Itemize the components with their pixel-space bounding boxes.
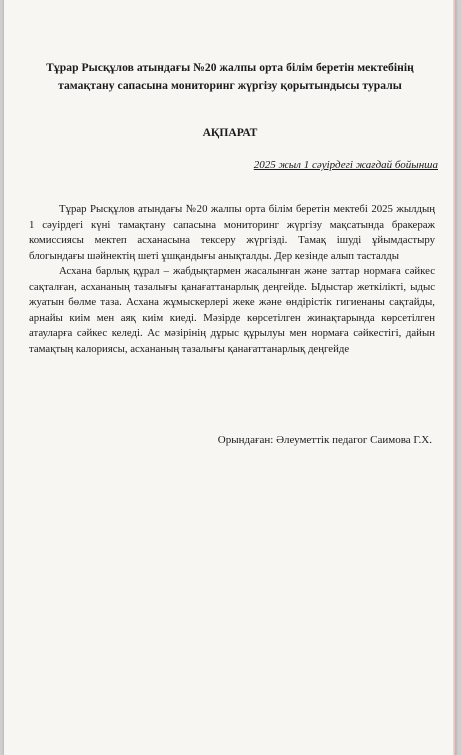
signature-line: Орындаған: Әлеуметтік педагог Саимова Г.Х. (217, 434, 432, 446)
dateline: 2025 жыл 1 сәуірдегі жағдай бойынша (253, 159, 438, 171)
document-page (4, 0, 456, 755)
document-title: Тұрар Рысқұлов атындағы №20 жалпы орта білім беретін мектебінің тамақтану сапасына мониторинг жүргізу қорытындысы туралы (46, 61, 414, 92)
page-edge-mark (453, 0, 456, 755)
paragraph: Тұрар Рысқұлов атындағы №20 жалпы орта білім беретін мектебі 2025 жылдың 1 сәуірдегі күні тамақтану сапасына мониторинг жүргізу мақсатында бракераж комиссиясы мектеп асханасына тексеру жүргізді. Тамақ ішуді ұйымдастыру блогындағы шәйнектің шеті ұшқандығы анықталды. Дер кезінде алып тасталды (29, 203, 435, 262)
document-body (29, 202, 435, 357)
paragraph: Асхана барлық құрал – жабдықтармен жасалынған және заттар нормаға сәйкес сақталған, асхананың тазалығы қанағаттанарлық деңгейде. Ыдыстар жеткілікті, ыдыс жуатын бөлме таза. Асхана жұмыскерлері жеке және өндірістік гигиенаны сақтайды, арнайы киім мен аяқ киім киеді. Мәзірде көрсетілген жинақтарында көрсетілген атауларға сәйкес келеді. Ас мәзірінің дұрыс құрылуы мен нормаға сәйкестігі, дайын тамақтың калориясы, асхананың тазалығы қанағаттанарлық деңгейде (29, 265, 435, 355)
document-heading: АҚПАРАТ (202, 126, 258, 139)
